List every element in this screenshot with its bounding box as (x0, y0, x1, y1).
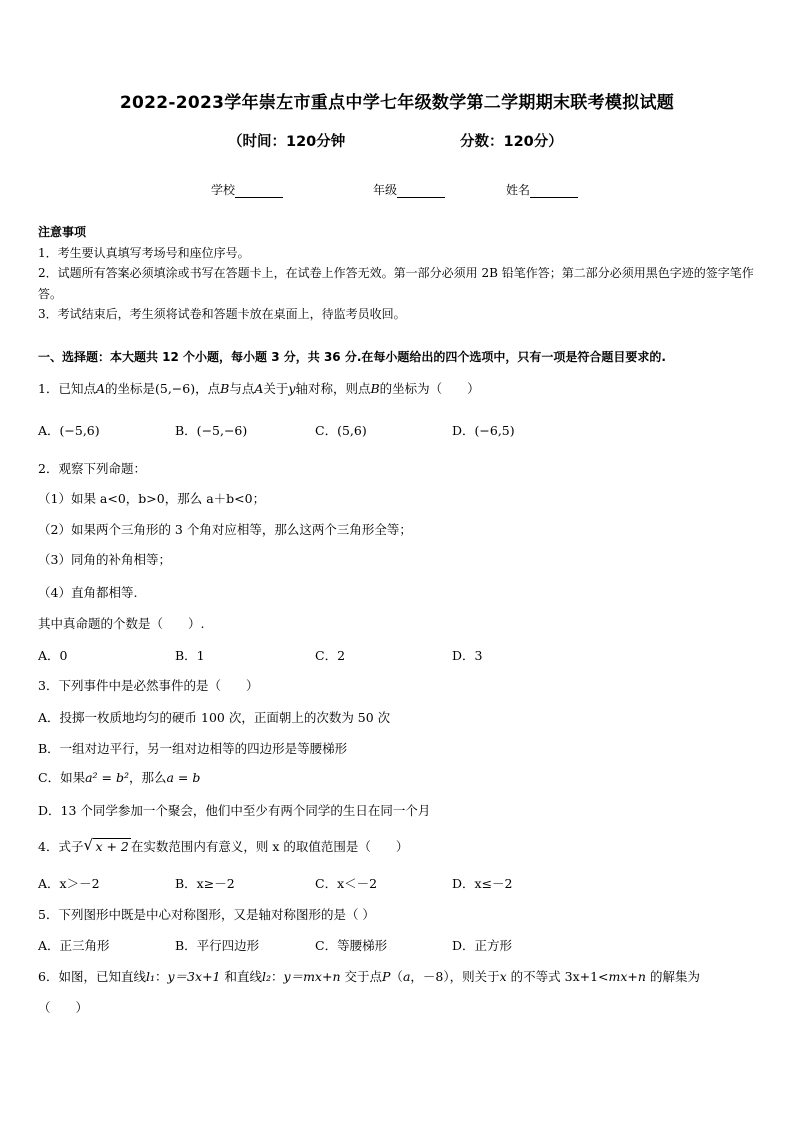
q2-proposition: （1）如果 a<0，b>0，那么 a＋b<0； (38, 491, 266, 506)
q2-question: 其中真命题的个数是（ ）. (38, 616, 205, 631)
q5-option-a[interactable]: A．正三角形 (38, 938, 110, 953)
question-1-stem: 1．已知点A的坐标是(5,−6)，点B与点A关于y轴对称，则点B的坐标为（ ） (38, 381, 480, 396)
q2-option-b[interactable]: B．1 (175, 648, 205, 663)
time-limit: （时间：120分钟 (228, 134, 346, 150)
question-2-stem: 2．观察下列命题： (38, 461, 146, 476)
q4-option-c[interactable]: C．x＜－2 (315, 876, 378, 891)
q2-option-c[interactable]: C．2 (315, 648, 346, 663)
question-4-stem: 4．式子 √ x + 2 在实数范围内有意义，则 x 的取值范围是（ ） (38, 836, 409, 854)
q4-option-d[interactable]: D．x≤－2 (452, 876, 513, 891)
grade-field[interactable]: 年级 (373, 181, 445, 198)
q1-option-b[interactable]: B．(−5,−6) (175, 423, 248, 438)
note-item: 1．考生要认真填写考场号和座位序号。 (38, 245, 250, 260)
q3-option-a[interactable]: A．投掷一枚质地均匀的硬币 100 次，正面朝上的次数为 50 次 (38, 710, 391, 725)
q1-option-c[interactable]: C．(5,6) (315, 423, 367, 438)
total-score: 分数：120分） (460, 134, 563, 150)
name-field[interactable]: 姓名 (506, 181, 578, 198)
q3-option-d[interactable]: D．13 个同学参加一个聚会，他们中至少有两个同学的生日在同一个月 (38, 803, 431, 818)
page-title: 2022-2023学年崇左市重点中学七年级数学第二学期期末联考模拟试题 (119, 93, 675, 113)
question-6-stem: 6．如图，已知直线l₁：y＝3x+1 和直线l₂：y＝mx+n 交于点P（a，－8），则关于x 的不等式 3x+1<mx+n 的解集为 (38, 969, 700, 984)
notes-heading: 注意事项 (38, 225, 87, 239)
q3-option-c[interactable]: C．如果a² = b²，那么a = b (38, 770, 201, 785)
section-heading: 一、选择题：本大题共 12 个小题，每小题 3 分，共 36 分.在每小题给出的四个选项中，只有一项是符合题目要求的. (38, 350, 666, 364)
q2-proposition: （4）直角都相等. (38, 585, 138, 600)
q2-proposition: （2）如果两个三角形的 3 个角对应相等，那么这两个三角形全等； (38, 522, 412, 537)
q4-option-b[interactable]: B．x≥－2 (175, 876, 235, 891)
q2-proposition: （3）同角的补角相等； (38, 552, 171, 567)
note-item: 3．考试结束后，考生须将试卷和答题卡放在桌面上，待监考员收回。 (38, 307, 406, 321)
q4-option-a[interactable]: A．x＞－2 (38, 876, 100, 891)
question-3-stem: 3．下列事件中是必然事件的是（ ） (38, 678, 259, 693)
q3-option-b[interactable]: B．一组对边平行，另一组对边相等的四边形是等腰梯形 (38, 741, 348, 756)
note-item: 2．试题所有答案必须填涂或书写在答题卡上，在试卷上作答无效。第一部分必须用 2B 铅笔作答；第二部分必须用黑色字迹的签字笔作答。 (38, 266, 754, 301)
q2-option-d[interactable]: D．3 (452, 648, 483, 663)
q2-option-a[interactable]: A．0 (38, 648, 68, 663)
q5-option-c[interactable]: C．等腰梯形 (315, 938, 388, 953)
notes-block (38, 222, 758, 325)
q6-answer-blank: （ ） (38, 1000, 89, 1015)
q5-option-b[interactable]: B．平行四边形 (175, 938, 260, 953)
q5-option-d[interactable]: D．正方形 (452, 938, 513, 953)
question-5-stem: 5．下列图形中既是中心对称图形，又是轴对称图形的是（ ） (38, 907, 375, 922)
sqrt-expression: √ x + 2 (83, 836, 129, 854)
q1-option-a[interactable]: A．(−5,6) (38, 423, 100, 438)
q1-option-d[interactable]: D．(−6,5) (452, 423, 515, 438)
school-field[interactable]: 学校 (211, 181, 283, 198)
